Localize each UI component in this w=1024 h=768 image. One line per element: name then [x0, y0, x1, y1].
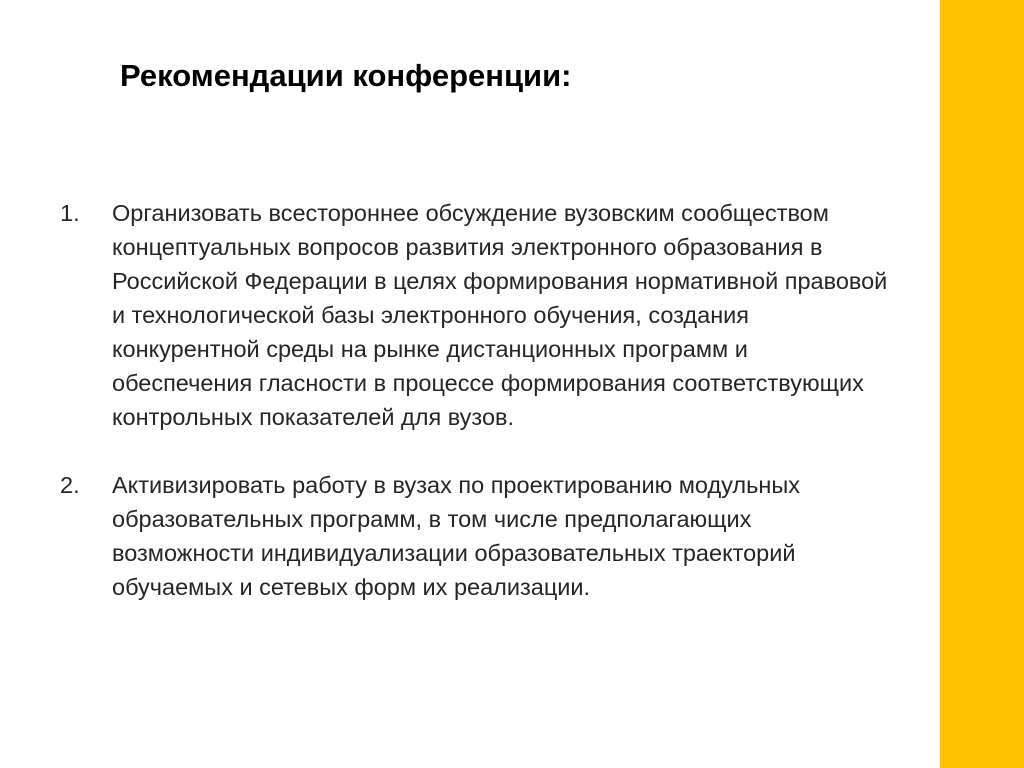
item-text: Активизировать работу в вузах по проектированию модульных образовательных программ, в том числе предполагающих возможности индивидуализации образовательных траекторий обучаемых и сетевых форм их реализации. [112, 472, 800, 600]
slide-title: Рекомендации конференции: [120, 58, 572, 93]
recommendation-item [58, 196, 888, 434]
recommendation-item [58, 468, 888, 604]
item-text: Организовать всестороннее обсуждение вузовским сообществом концептуальных вопросов развития электронного образования в Российской Федерации в целях формирования нормативной правовой и технологической базы электронного обучения, создания конкурентной среды на рынке дистанционных программ и обеспечения гласности в процессе формирования соответствующих контрольных показателей для вузов. [112, 200, 888, 430]
item-number: 2. [60, 472, 80, 498]
accent-bar [940, 0, 1024, 768]
item-number: 1. [60, 200, 80, 226]
recommendations-list [58, 196, 888, 604]
